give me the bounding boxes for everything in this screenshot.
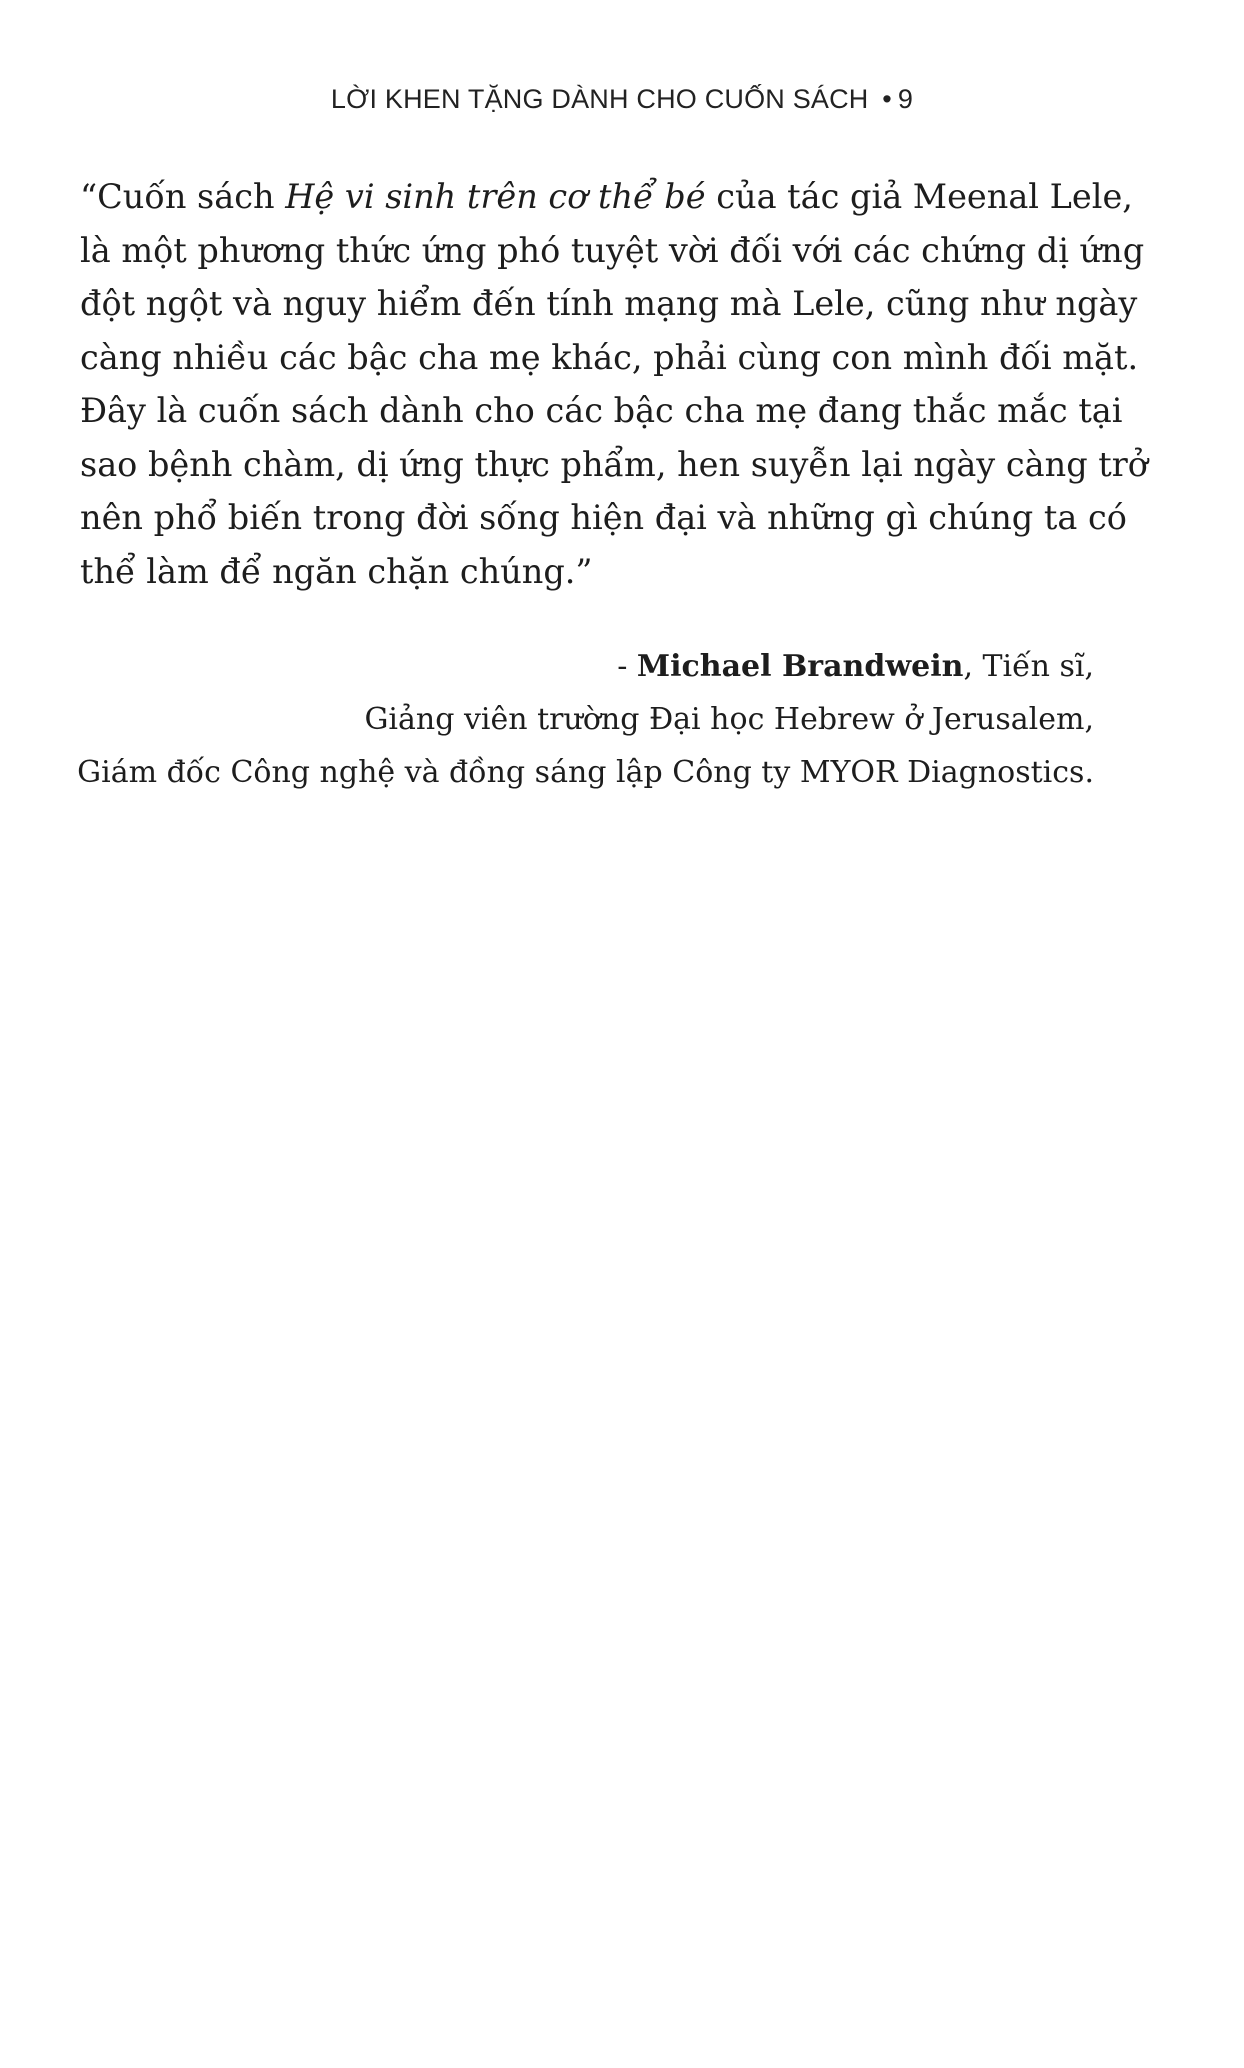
author-role: Giám đốc Công nghệ và đồng sáng lập Công ty MYOR Diagnostics.	[77, 755, 1094, 790]
quote-line: đột ngột và nguy hiểm đến tính mạng mà Lele, cũng như ngày	[80, 284, 1138, 323]
quote-line: sao bệnh chàm, dị ứng thực phẩm, hen suyễn lại ngày càng trở	[80, 444, 1148, 484]
quote-line: là một phương thức ứng phó tuyệt vời đối với các chứng dị ứng	[80, 230, 1145, 270]
running-header	[0, 84, 1244, 115]
quote-line: nên phổ biến trong đời sống hiện đại và những gì chúng ta có	[80, 498, 1127, 537]
attribution-line	[44, 640, 1094, 693]
header-separator: •	[882, 84, 892, 114]
attribution-dash: -	[617, 649, 637, 684]
quote-line: càng nhiều các bậc cha mẹ khác, phải cùng con mình đối mặt.	[80, 337, 1139, 377]
quote-attribution	[44, 640, 1094, 799]
quote-line1-post: của tác giả Meenal Lele,	[705, 177, 1133, 216]
quote-line	[80, 170, 1133, 224]
page-number: 9	[897, 84, 914, 114]
author-affiliation: Giảng viên trường Đại học Hebrew ở Jerusalem,	[364, 702, 1094, 737]
header-title: LỜI KHEN TẶNG DÀNH CHO CUỐN SÁCH	[330, 84, 869, 114]
author-title: , Tiến sĩ,	[963, 649, 1094, 684]
quote-line: Đây là cuốn sách dành cho các bậc cha mẹ đang thắc mắc tại	[80, 391, 1123, 430]
book-title: Hệ vi sinh trên cơ thể bé	[285, 177, 706, 216]
author-name: Michael Brandwein	[636, 649, 964, 684]
quote-line1-pre: “Cuốn sách	[80, 177, 286, 216]
quote-line: thể làm để ngăn chặn chúng.”	[80, 551, 593, 591]
endorsement-quote	[80, 170, 1148, 598]
